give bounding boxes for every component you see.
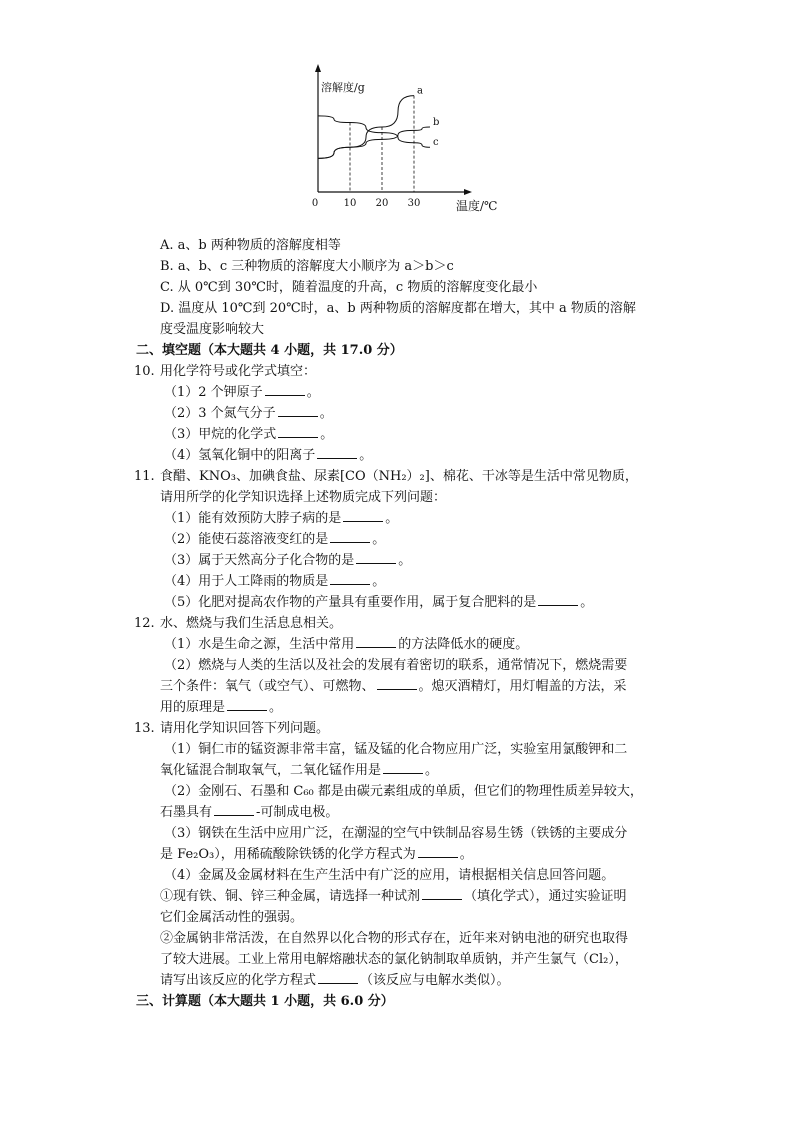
answer-blank[interactable] — [265, 383, 305, 396]
series-a-label: a — [417, 85, 423, 97]
q13-item-4-sub-2-cont: 了较大进展。工业上常用电解熔融状态的氯化钠制取单质钠，并产生氯气（Cl₂）， — [160, 952, 628, 967]
q13-item-3: （3）钢铁在生活中应用广泛，在潮湿的空气中铁制品容易生锈（铁锈的主要成分 — [164, 826, 628, 841]
q11-item-4: （4）用于人工降雨的物质是 。 — [164, 574, 386, 589]
q13-item-2: （2）金刚石、石墨和 C₆₀ 都是由碳元素组成的单质，但它们的物理性质差异较大， — [164, 784, 643, 799]
origin-label: 0 — [311, 198, 319, 209]
q13-item-1-cont: 氧化锰混合制取氧气，二氧化锰作用是 。 — [160, 763, 439, 778]
option-c: C. 从 0℃到 30℃时，随着温度的升高，c 物质的溶解度变化最小 — [160, 280, 538, 295]
question-12-text: 水、燃烧与我们生活息息相关。 — [160, 616, 343, 631]
answer-blank[interactable] — [227, 698, 267, 711]
q10-item-4: （4）氢氧化铜中的阳离子 。 — [164, 448, 373, 463]
x-axis-arrow — [464, 189, 472, 195]
answer-blank[interactable] — [356, 551, 396, 564]
q13-item-4-sub-2: ②金属钠非常活泼，在自然界以化合物的形式存在，近年来对钠电池的研究也取得 — [160, 931, 629, 946]
chart-labels — [312, 80, 498, 213]
answer-blank[interactable] — [330, 572, 370, 585]
option-a: A. a、b 两种物质的溶解度相等 — [160, 238, 341, 253]
q10-item-4-text: （4）氢氧化铜中的阳离子 — [164, 448, 316, 463]
answer-blank[interactable] — [317, 446, 357, 459]
q13-item-4-sub-1: ①现有铁、铜、锌三种金属，请选择一种试剂 （填化学式），通过实验证明 — [160, 889, 627, 904]
series-c-line — [318, 116, 430, 147]
q12-item-2-cont: 三个条件：氧气（或空气）、可燃物、 。熄灭酒精灯，用灯帽盖的方法，采 — [160, 679, 627, 694]
question-11-text-cont: 请用所学的化学知识选择上述物质完成下列问题： — [160, 490, 447, 505]
question-13-number: 13. — [134, 721, 155, 736]
x-tick-label: 30 — [407, 198, 421, 209]
q11-item-2: （2）能使石蕊溶液变红的是 。 — [164, 532, 386, 547]
q10-item-3-text: （3）甲烷的化学式 — [164, 427, 277, 442]
series-c-label: c — [433, 137, 439, 149]
option-b: B. a、b、c 三种物质的溶解度大小顺序为 a＞b＞c — [160, 259, 454, 274]
q10-item-3: （3）甲烷的化学式 。 — [164, 427, 334, 442]
q13-item-2-cont: 石墨具有 -可制成电极。 — [160, 805, 339, 820]
option-d-cont: 度受温度影响较大 — [160, 322, 265, 337]
option-d: D. 温度从 10℃到 20℃时，a、b 两种物质的溶解度都在增大，其中 a 物质的溶解 — [160, 301, 636, 316]
answer-blank[interactable] — [538, 593, 578, 606]
chart-series — [318, 96, 430, 159]
answer-blank[interactable] — [422, 887, 462, 900]
x-tick-label: 20 — [375, 198, 389, 209]
q10-item-1: （1）2 个钾原子 。 — [164, 385, 320, 400]
question-10-number: 10. — [134, 364, 155, 379]
section-calculation-title: 三、计算题（本大题共 1 小题，共 6.0 分） — [136, 994, 394, 1009]
series-b-label: b — [433, 117, 440, 129]
q12-item-2: （2）燃烧与人类的生活以及社会的发展有着密切的联系，通常情况下，燃烧需要 — [164, 658, 628, 673]
y-axis-label: 溶解度/g — [321, 81, 365, 94]
answer-blank[interactable] — [356, 635, 396, 648]
answer-blank[interactable] — [278, 425, 318, 438]
answer-blank[interactable] — [343, 509, 383, 522]
question-11-number: 11. — [134, 469, 155, 484]
answer-blank[interactable] — [278, 404, 318, 417]
question-13-text: 请用化学知识回答下列问题。 — [160, 721, 330, 736]
answer-blank[interactable] — [383, 761, 423, 774]
x-tick-label: 10 — [343, 198, 357, 209]
question-11-text: 食醋、KNO₃、加碘食盐、尿素[CO（NH₂）₂]、棉花、干冰等是生活中常见物质， — [160, 469, 638, 484]
y-axis-arrow — [315, 64, 321, 72]
chart-drop-lines — [350, 96, 414, 192]
x-axis-label: 温度/℃ — [456, 199, 498, 213]
q12-item-2-end: 用的原理是 。 — [160, 700, 283, 715]
q13-item-1: （1）铜仁市的锰资源非常丰富，锰及锰的化合物应用广泛，实验室用氯酸钾和二 — [164, 742, 628, 757]
answer-blank[interactable] — [330, 530, 370, 543]
section-fill-blank-title: 二、填空题（本大题共 4 小题，共 17.0 分） — [136, 343, 403, 358]
q10-item-2: （2）3 个氮气分子 。 — [164, 406, 333, 421]
q13-item-3-cont: 是 Fe₂O₃），用稀硫酸除铁锈的化学方程式为 。 — [160, 847, 473, 862]
answer-blank[interactable] — [214, 803, 254, 816]
q13-item-4-sub-2-end: 请写出该反应的化学方程式 （该反应与电解水类似）。 — [160, 973, 510, 988]
q13-item-4-sub-1-cont: 它们金属活动性的强弱。 — [160, 910, 304, 925]
q11-item-1: （1）能有效预防大脖子病的是 。 — [164, 511, 399, 526]
q10-item-2-text: （2）3 个氮气分子 — [164, 406, 276, 421]
q10-item-1-text: （1）2 个钾原子 — [164, 385, 263, 400]
question-10-text: 用化学符号或化学式填空： — [160, 364, 317, 379]
question-12-number: 12. — [134, 616, 155, 631]
q11-item-5: （5）化肥对提高农作物的产量具有重要作用，属于复合肥料的是 。 — [164, 595, 594, 610]
answer-blank[interactable] — [418, 845, 458, 858]
answer-blank[interactable] — [318, 971, 358, 984]
answer-blank[interactable] — [377, 677, 417, 690]
q12-item-1: （1）水是生命之源，生活中常用 的方法降低水的硬度。 — [164, 637, 529, 652]
q13-item-4: （4）金属及金属材料在生产生活中有广泛的应用，请根据相关信息回答问题。 — [164, 868, 615, 883]
solubility-chart — [296, 60, 506, 220]
q11-item-3: （3）属于天然高分子化合物的是 。 — [164, 553, 412, 568]
